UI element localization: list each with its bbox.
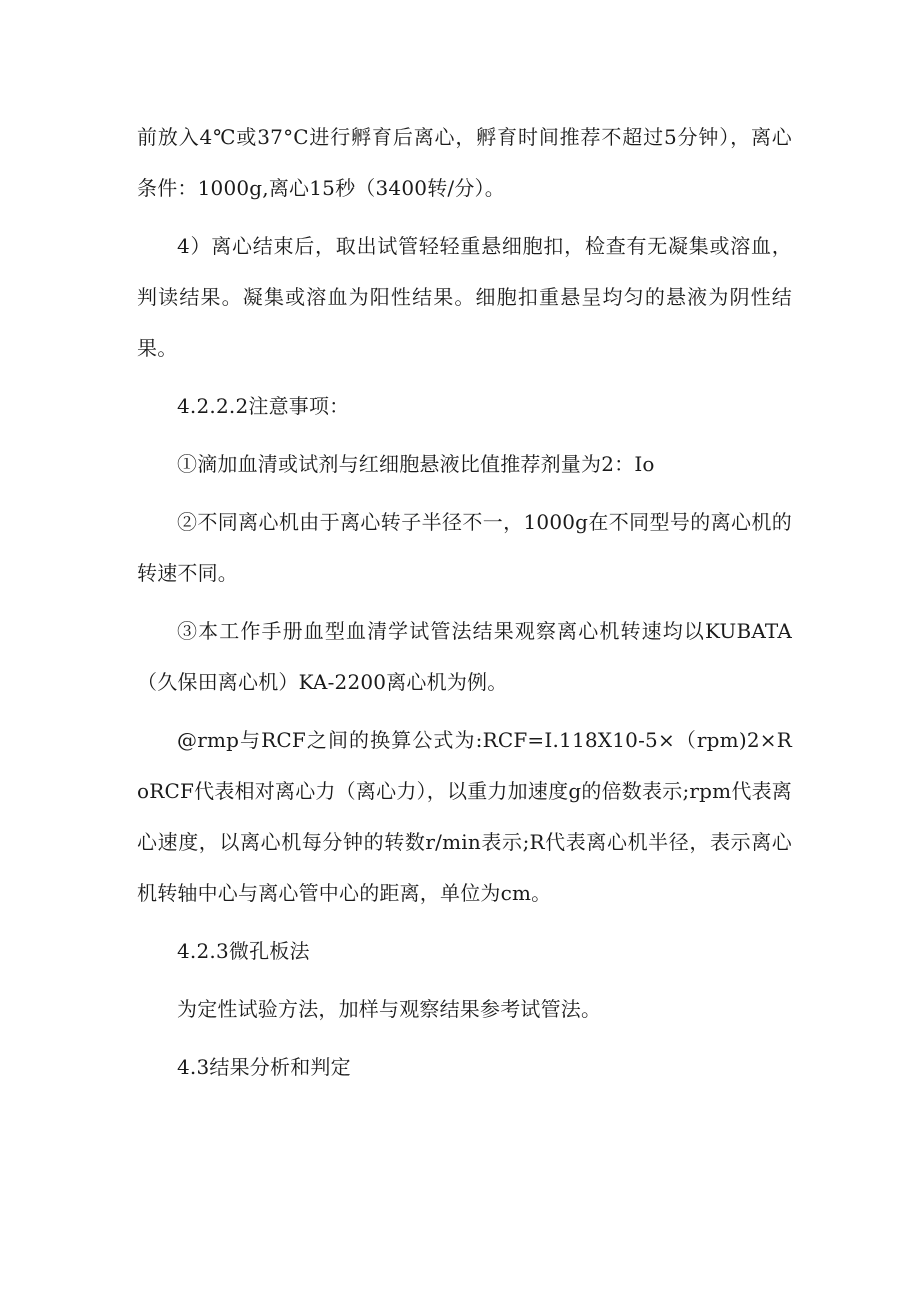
paragraph-step-4-read-results: 4）离心结束后，取出试管轻轻重悬细胞扣，检查有无凝集或溶血，判读结果。凝集或溶血为阳性结果。细胞扣重悬呈均匀的悬液为阴性结果。 (137, 234, 792, 360)
section-heading-4-2-2-2: 4.2.2.2注意事项： (177, 394, 350, 418)
paragraph-microplate-method: 为定性试验方法，加样与观察结果参考试管法。 (177, 997, 602, 1021)
note-item-3: ③本工作手册血型血清学试管法结果观察离心机转速均以KUBATA（久保田离心机）KA-2200离心机为例。 (137, 619, 792, 694)
paragraph-incubation-centrifuge-conditions: 前放入4℃或37°C进行孵育后离心，孵育时间推荐不超过5分钟），离心条件：1000g,离心15秒（3400转/分）。 (137, 125, 792, 200)
document-body (137, 112, 792, 1093)
note-item-1: ①滴加血清或试剂与红细胞悬液比值推荐剂量为2：Io (177, 452, 655, 476)
section-heading-4-3: 4.3结果分析和判定 (177, 1055, 351, 1079)
note-item-4-rcf-formula: @rmp与RCF之间的换算公式为:RCF=I.118X10-5×（rpm)2×RoRCF代表相对离心力（离心力），以重力加速度g的倍数表示;rpm代表离心速度，以离心机每分钟的转数r/min表示;R代表离心机半径，表示离心机转轴中心与离心管中心的距离，单位为cm。 (137, 728, 792, 905)
section-heading-4-2-3: 4.2.3微孔板法 (177, 939, 310, 963)
note-item-2: ②不同离心机由于离心转子半径不一，1000g在不同型号的离心机的转速不同。 (137, 510, 792, 585)
